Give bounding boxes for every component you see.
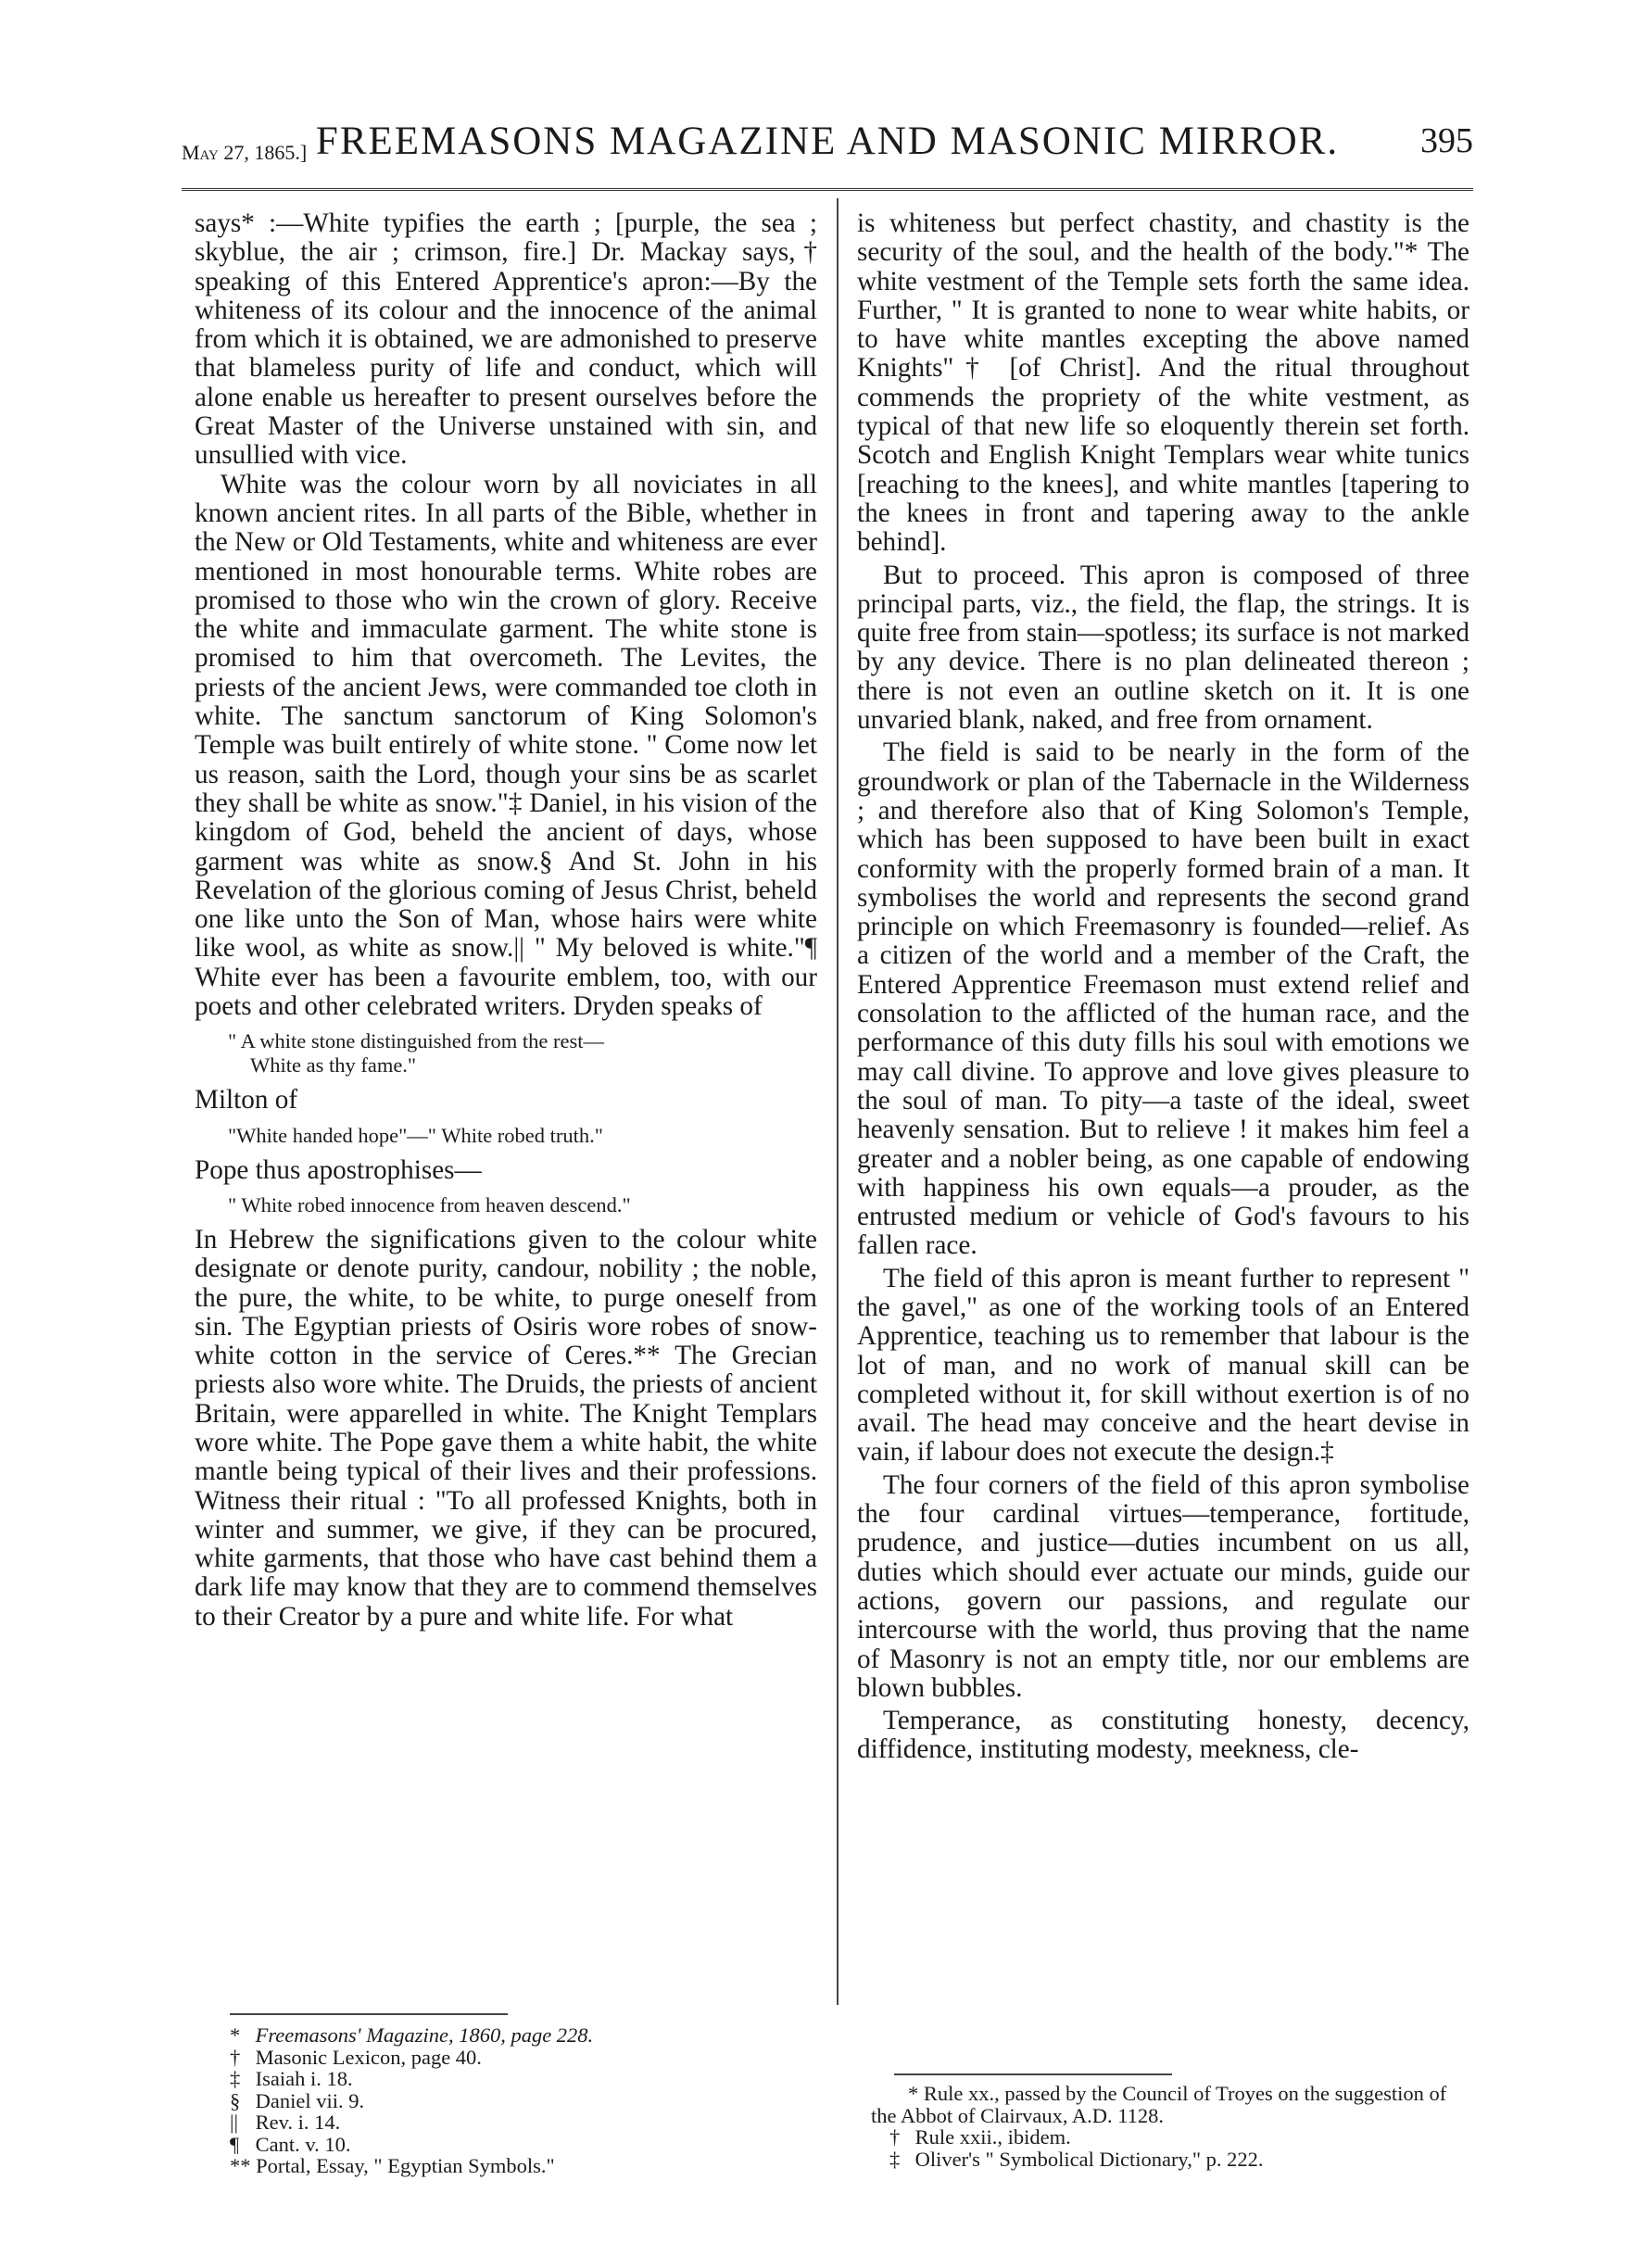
paragraph: Temperance, as constituting honesty, decency, diffidence, instituting modesty, meekness, cle- — [857, 1706, 1469, 1765]
right-column — [857, 209, 1469, 1765]
footnotes-left — [230, 2024, 804, 2177]
footnote: * Freemasons' Magazine, 1860, page 228. — [230, 2023, 594, 2047]
footnote: || Rev. i. 14. — [230, 2111, 341, 2134]
footnote: * Rule xx., passed by the Council of Troyes on the suggestion of the Abbot of Clairvaux, A.D. 1128. — [871, 2082, 1447, 2127]
footnote: † Masonic Lexicon, page 40. — [230, 2045, 482, 2069]
paragraph: White was the colour worn by all noviciates in all known ancient rites. In all parts of the Bible, whether in the New or Old Testaments, white and whiteness are ever mentioned in most honourable terms. White robes are promised to those who win the crown of glory. Receive the white and immaculate garment. The white stone is promised to him that overcometh. The Levites, the priests of the ancient Jews, were commanded toe cloth in white. The sanctum sanctorum of King Solomon's Temple was built entirely of white stone. " Come now let us reason, saith the Lord, though your sins be as scarlet they shall be white as snow."‡ Daniel, in his vision of the kingdom of God, beheld the ancient of days, whose garment was white as snow.§ And St. John in his Revelation of the glorious coming of Jesus Christ, beheld one like unto the Son of Man, whose hairs were white like wool, as white as snow.|| " My beloved is white."¶ White ever has been a favourite emblem, too, with our poets and other celebrated writers. Dryden speaks of — [195, 469, 817, 1022]
page-header — [182, 119, 1473, 183]
footnote-rule — [894, 2073, 1172, 2075]
verse-line: White as thy fame." — [250, 1053, 417, 1078]
issue-date: May 27, 1865.] — [182, 141, 308, 164]
paragraph: In Hebrew the significations given to the colour white designate or denote purity, candour, nobility ; the noble, the pure, the white, to be white, to purge oneself from sin. The Egyptian priests of Osiris wore robes of snow-white cotton in the service of Ceres.** The Grecian priests also wore white. The Druids, the priests of ancient Britain, were apparelled in white. The Knight Templars wore white. The Pope gave them a white habit, the white mantle being typical of their lives and their professions. Witness their ritual : "To all professed Knights, both in winter and summer, we give, if they can be procured, white garments, that those who have cast behind them a dark life may know that they are to commend themselves to their Creator by a pure and white life. For what — [195, 1224, 817, 1632]
column-divider — [837, 198, 839, 2005]
paragraph: is whiteness but perfect chastity, and chastity is the security of the soul, and the health of the body."* The white vestment of the Temple sets forth the same idea. Further, " It is granted to none to wear white habits, or to have white mantles excepting the above named Knights"† [of Christ]. And the ritual throughout commends the propriety of the white vestment, as typical of that new life so eloquently therein set forth. Scotch and English Knight Templars wear white tunics [reaching to the knees], and white mantles [tapering to the knees in front and tapering away to the ankle behind]. — [857, 208, 1469, 558]
verse-quote: " White robed innocence from heaven descend." — [228, 1192, 631, 1216]
footnote: ‡ Oliver's " Symbolical Dictionary," p. 222. — [889, 2147, 1264, 2171]
footnotes-right — [871, 2083, 1473, 2170]
paragraph: The field of this apron is meant further to represent " the gavel," as one of the working tools of an Entered Apprentice, teaching us to remember that labour is the lot of man, and no work of manual skill can be completed without it, for skill without exertion is of no avail. The head may conceive and the heart devise in vain, if labour does not execute the design.‡ — [857, 1263, 1469, 1468]
magazine-title: FREEMASONS MAGAZINE AND MASONIC MIRROR. — [315, 120, 1340, 163]
verse-quote — [228, 1029, 817, 1078]
footnote: ‡ Isaiah i. 18. — [230, 2067, 353, 2090]
paragraph: says* :—White typifies the earth ; [purple, the sea ; skyblue, the air ; crimson, fire.] Dr. Mackay says,† speaking of this Entered Apprentice's apron:—By the whiteness of its colour and the innocence of the animal from which it is obtained, we are admonished to preserve that blameless purity of life and conduct, which will alone enable us hereafter to present ourselves before the Great Master of the Universe unstained with sin, and unsullied with vice. — [195, 208, 817, 471]
paragraph: The four corners of the field of this apron symbolise the four cardinal virtues—temperance, fortitude, prudence, and justice—duties incumbent on us all, duties which should ever actuate our minds, guide our actions, govern our passions, and regulate our intercourse with the world, thus proving that the name of Masonry is not an empty title, nor our emblems are blown bubbles. — [857, 1469, 1469, 1703]
paragraph: The field is said to be nearly in the form of the groundwork or plan of the Tabernacle in the Wilderness ; and therefore also that of King Solomon's Temple, which has been supposed to have been built in exact conformity with the properly formed brain of a man. It symbolises the world and represents the second grand principle on which Freemasonry is founded—relief. As a citizen of the world and a member of the Craft, the Entered Apprentice Freemason must extend relief and consolation to the afflicted of the human race, and the performance of this duty fills his soul with emotions we may call divine. To approve and love gives pleasure to the soul of man. To pity—a taste of the ideal, sweet heavenly sensation. But to relieve ! it makes him feel a greater and a nobler being, as one capable of endowing with happiness his own equals—a prouder, as the entrusted medium or vehicle of God's favours to his fallen race. — [857, 737, 1469, 1261]
verse-quote: "White handed hope"—" White robed truth." — [228, 1123, 603, 1147]
page-number: 395 — [1420, 121, 1473, 160]
footnote: † Rule xxii., ibidem. — [889, 2125, 1071, 2149]
paragraph: Pope thus apostrophises— — [195, 1154, 482, 1185]
paragraph: But to proceed. This apron is composed of three principal parts, viz., the field, the flap, the strings. It is quite free from stain—spotless; its surface is not marked by any device. There is no plan delineated thereon ; there is not even an outline sketch on it. It is one unvaried blank, naked, and free from ornament. — [857, 560, 1469, 736]
footnote: ¶ Cant. v. 10. — [230, 2132, 351, 2156]
left-column — [195, 209, 817, 1632]
footnote-rule — [230, 2013, 508, 2015]
footnote: ** Portal, Essay, " Egyptian Symbols." — [230, 2154, 555, 2177]
paragraph: Milton of — [195, 1085, 298, 1115]
header-rule — [182, 188, 1473, 191]
footnote: § Daniel vii. 9. — [230, 2088, 365, 2112]
verse-line: " A white stone distinguished from the rest— — [228, 1029, 605, 1053]
